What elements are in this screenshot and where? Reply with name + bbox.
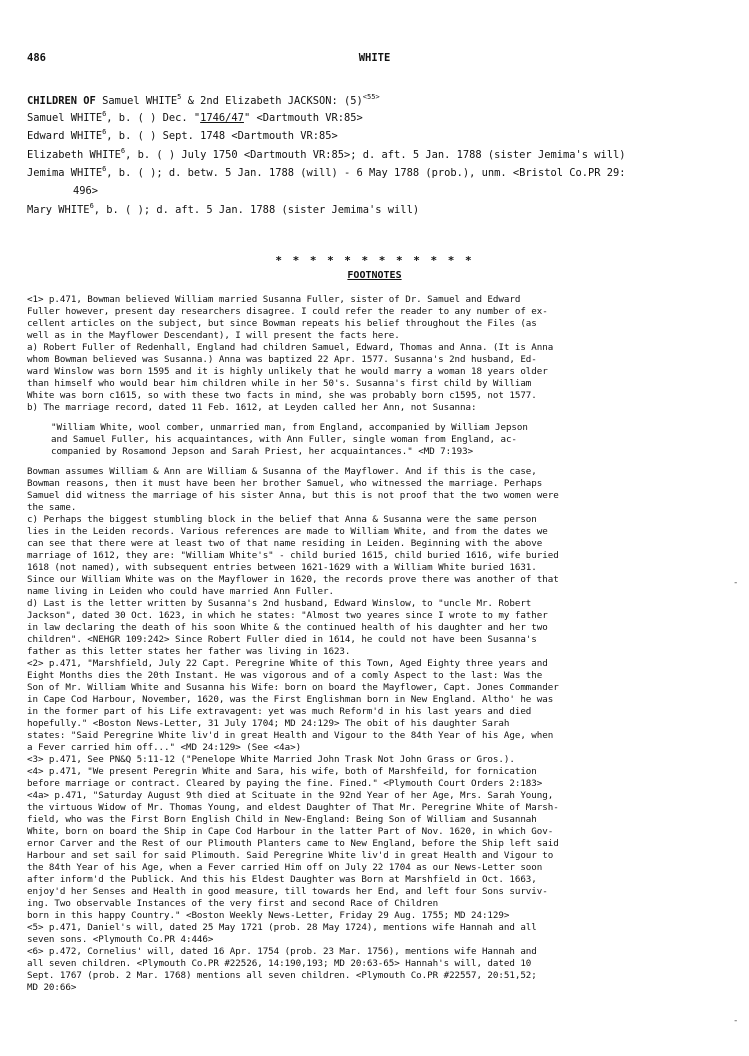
footnote-line: a) Robert Fuller of Redenhall, England had children Samuel, Edward, Thomas and Anna. (It is Anna [27, 342, 554, 353]
footnote-line: White was born c1615, so with these two facts in mind, she was probably born c1595, not 1577. [27, 390, 537, 401]
generation-sup: 5 [177, 93, 182, 101]
footnote-line: in Cape Cod Harbour, November, 1620, was the First Englishman born in New England. Altho' he was [27, 694, 554, 705]
footnote-line: name living in Leiden who could have married Ann Fuller. [27, 586, 334, 597]
footnote-line: a Fever carried him off..." <MD 24:129> (See <4a>) [27, 742, 302, 753]
child-entry [27, 130, 727, 143]
footnote-line: Fuller however, present day researchers disagree. I could refer the reader to any number of ex- [27, 306, 548, 317]
child-entry [27, 149, 727, 162]
footnote-line: enjoy'd her Senses and Health in good measure, till towards her End, and left four Sons surviv- [27, 886, 548, 897]
footnote-line: the virtuous Widow of Mr. Thomas Young, and eldest Daughter of That Mr. Peregrine White of Marsh- [27, 802, 559, 813]
footnote-line: can see that there were at least two of that name residing in Leiden. Beginning with the above [27, 538, 543, 549]
footnote-line: the 84th Year of his Age, when a Fever carried Him off on July 22 1704 as our News-Letter soon [27, 862, 543, 873]
footnote-line: ward Winslow was born 1595 and it is highly unlikely that he would marry a woman 18 years older [27, 366, 548, 377]
footnote-line: <4a> p.471, "Saturday August 9th died at Scituate in the 92nd Year of her Age, Mrs. Sarah Young, [27, 790, 554, 801]
page-number: 486 [27, 52, 46, 64]
generation-sup: 6 [120, 147, 126, 155]
footnote-line: companied by Rosamond Jepson and Sarah Priest, her acquaintances." <MD 7:193> [51, 446, 474, 457]
footnote-line: ing. Two observable Instances of the very first and second Race of Children [27, 898, 439, 909]
footnote-line: <1> p.471, Bowman believed William married Susanna Fuller, sister of Dr. Samuel and Edward [27, 294, 521, 305]
paragraph-gap [27, 414, 727, 422]
child-detail: , b. ( ) July 1750 <Dartmouth VR:85>; d. aft. 5 Jan. 1788 (sister Jemima's will) [125, 149, 626, 161]
footnote-line: states: "Said Peregrine White liv'd in great Health and Vigour to the 84th Year of his Age, when [27, 730, 554, 741]
footnote-line: Eight Months dies the 20th Instant. He was vigorous and of a comly Aspect to the last: Was the [27, 670, 543, 681]
generation-sup: 6 [102, 128, 107, 136]
child-detail: , b. ( ); d. betw. 5 Jan. 1788 (will) - 6 May 1788 (prob.), unm. <Bristol Co.PR 29: [106, 167, 626, 179]
footnote-line: Bowman assumes William & Ann are William & Susanna of the Mayflower. And if this is the case, [27, 466, 537, 477]
footnote-line: whom Bowman believed was Susanna.) Anna was baptized 22 Apr. 1577. Susanna's 2nd husband, Ed- [27, 354, 537, 365]
footnote-line: Jackson", dated 30 Oct. 1623, in which he states: "Almost two yeares since I wrote to my father [27, 610, 548, 621]
child-name: Mary WHITE [27, 204, 90, 216]
footnote-line: Son of Mr. William White and Susanna his Wife: born on board the Mayflower, Capt. Jones Commander [27, 682, 559, 693]
footnote-line: cellent articles on the subject, but since Bowman repeats his belief throughout the Files (as [27, 318, 537, 329]
footnote-line: field, who was the First Born English Child in New-England: Being Son of William and Susannah [27, 814, 537, 825]
footnote-line: all seven children. <Plymouth Co.PR #22526, 14:190,193; MD 20:63-65> Hannah's will, dated 10 [27, 958, 532, 969]
children-heading-rest: & 2nd Elizabeth JACKSON: (5) [181, 95, 363, 107]
child-name: Samuel WHITE [27, 112, 103, 124]
heading-note-ref: <55> [362, 93, 380, 101]
footnote-line: lies in the Leiden records. Various references are made to William White, and from the dates we [27, 526, 548, 537]
footnote-line: d) Last is the letter written by Susanna's 2nd husband, Edward Winslow, to "uncle Mr. Robert [27, 598, 532, 609]
margin-mark: - [733, 578, 739, 588]
footnote-line: before marriage or contract. Cleared by paying the fine. Fined." <Plymouth Court Orders 2:183> [27, 778, 543, 789]
generation-sup: 6 [102, 165, 107, 173]
footnote-line: after inform'd the Publick. And this his Eldest Daughter was Born at Marshfield in Oct. 1663, [27, 874, 537, 885]
child-detail: , b. ( ); d. aft. 5 Jan. 1788 (sister Jemima's will) [93, 204, 420, 216]
child-name: Elizabeth WHITE [27, 149, 121, 161]
running-head: WHITE [358, 52, 391, 64]
footnote-line: children". <NEHGR 109:242> Since Robert Fuller died in 1614, he could not have been Susanna's [27, 634, 537, 645]
footnote-line: b) The marriage record, dated 11 Feb. 1612, at Leyden called her Ann, not Susanna: [27, 402, 477, 413]
footnote-line: Since our William White was on the Mayflower in 1620, the records prove there was another of that [27, 574, 559, 585]
child-entry [27, 204, 727, 217]
footnote-line: ernor Carver and the Rest of our Plimouth Planters came to New England, before the Ship left said [27, 838, 559, 849]
footnote-line: born in this happy Country." <Boston Weekly News-Letter, Friday 29 Aug. 1755; MD 24:129> [27, 910, 510, 921]
child-detail-pre: , b. ( ) Dec. " [106, 112, 201, 124]
footnote-line: Bowman reasons, then it must have been her brother Samuel, who witnessed the marriage. Perhaps [27, 478, 543, 489]
children-heading [27, 95, 727, 108]
footnote-line: seven sons. <Plymouth Co.PR 4:446> [27, 934, 214, 945]
child-detail: , b. ( ) Sept. 1748 <Dartmouth VR:85> [106, 130, 338, 142]
child-entry [27, 167, 727, 180]
footnote-line: <4> p.471, "We present Peregrin White and Sara, his wife, both of Marshfeild, for fornication [27, 766, 537, 777]
footnote-line: <5> p.471, Daniel's will, dated 25 May 1721 (prob. 28 May 1724), mentions wife Hannah and all [27, 922, 537, 933]
footnote-line: Samuel did witness the marriage of his sister Anna, but this is not proof that the two women were [27, 490, 559, 501]
footnote-line: than himself who would bear him children while in her 50's. Susanna's first child by William [27, 378, 532, 389]
footnote-line: MD 20:66> [27, 982, 77, 993]
footnote-line: 1618 (not named), with subsequent entries between 1621-1629 with a William White buried 1631. [27, 562, 537, 573]
margin-mark: - [733, 1016, 739, 1026]
footnote-line: well as in the Mayflower Descendant), I will present the facts here. [27, 330, 400, 341]
section-separator: * * * * * * * * * * * * [275, 254, 474, 267]
child-entry-continuation: 496> [73, 185, 99, 197]
footnote-line: in the former part of his Life extravagent: yet was much Reform'd in his last years and died [27, 706, 532, 717]
footnote-line: Harbour and set sail for said Plimouth. Said Peregrine White liv'd in great Health and Vigour to [27, 850, 554, 861]
child-date-underlined: 1746/47 [200, 112, 244, 124]
footnote-line: White, born on board the Ship in Cape Cod Harbour in the latter Part of Nov. 1620, in which Gov- [27, 826, 554, 837]
children-heading-father: Samuel WHITE [95, 95, 178, 107]
paragraph-gap [27, 458, 727, 466]
child-name: Edward WHITE [27, 130, 103, 142]
footnote-line: <3> p.471, See PN&Q 5:11-12 ("Penelope White Married John Trask Not John Grass or Gros.). [27, 754, 515, 765]
footnotes-title: FOOTNOTES [347, 270, 402, 281]
footnote-line: in law declaring the death of his soon White & the continued health of his daughter and her two [27, 622, 548, 633]
footnote-line: hopefully." <Boston News-Letter, 31 July 1704; MD 24:129> The obit of his daughter Sarah [27, 718, 510, 729]
footnote-line: marriage of 1612, they are: "William White's" - child buried 1615, child buried 1616, wife buried [27, 550, 559, 561]
footnotes-body [27, 294, 727, 994]
footnote-line: "William White, wool comber, unmarried man, from England, accompanied by William Jepson [51, 422, 528, 433]
footnote-line: Sept. 1767 (prob. 2 Mar. 1768) mentions all seven children. <Plymouth Co.PR #22557, 20:51,52; [27, 970, 537, 981]
footnote-line: and Samuel Fuller, his acquaintances, with Ann Fuller, single woman from England, ac- [51, 434, 517, 445]
footnote-line: c) Perhaps the biggest stumbling block in the belief that Anna & Susanna were the same person [27, 514, 537, 525]
generation-sup: 6 [102, 110, 107, 118]
children-heading-label: CHILDREN OF [27, 95, 96, 107]
footnote-line: the same. [27, 502, 77, 513]
child-entry [27, 112, 727, 125]
child-detail-post: " <Dartmouth VR:85> [243, 112, 363, 124]
child-name: Jemima WHITE [27, 167, 103, 179]
footnote-line: father as this letter states her father was living in 1623. [27, 646, 351, 657]
footnote-line: <6> p.472, Cornelius' will, dated 16 Apr. 1754 (prob. 23 Mar. 1756), mentions wife Hannah and [27, 946, 537, 957]
generation-sup: 6 [89, 202, 94, 210]
footnote-line: <2> p.471, "Marshfield, July 22 Capt. Peregrine White of this Town, Aged Eighty three years and [27, 658, 548, 669]
